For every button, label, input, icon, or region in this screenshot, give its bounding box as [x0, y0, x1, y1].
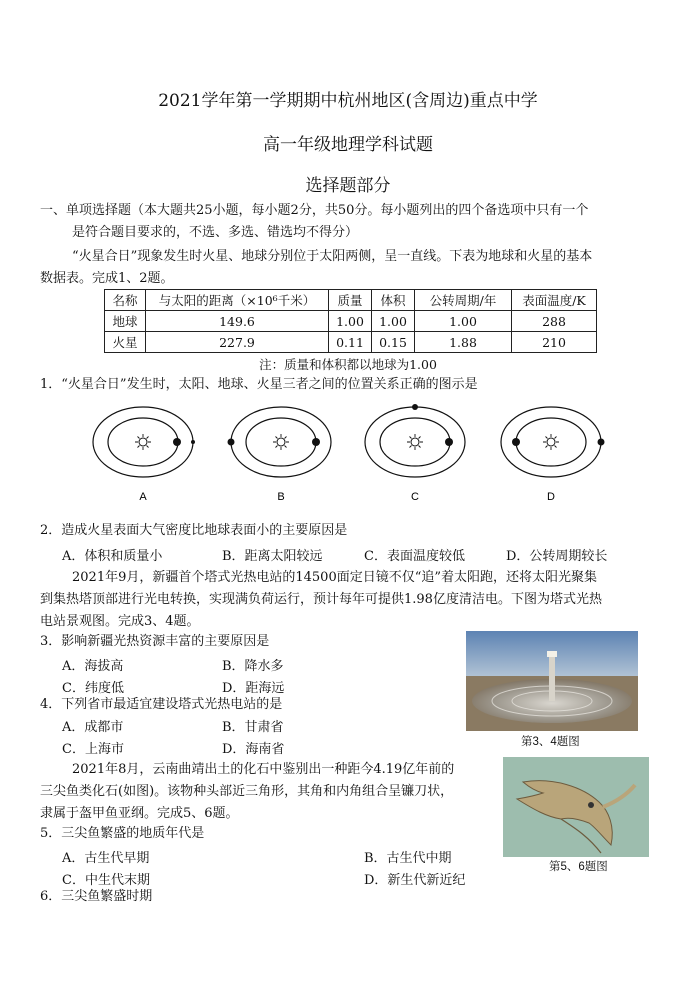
option-label-c: C	[411, 491, 419, 503]
earth-icon	[173, 438, 181, 446]
table-note: 注：质量和体积都以地球为1.00	[259, 357, 437, 372]
earth-icon	[312, 438, 320, 446]
q3-option-a: A．海拔高	[62, 659, 124, 674]
table-cell: 149.6	[146, 311, 329, 332]
q4-stem: 4．下列省市最适宜建设塔式光热电站的是	[40, 697, 283, 712]
table-cell: 0.15	[372, 332, 415, 353]
planet-data-table	[104, 289, 597, 353]
intro2-line3: 电站景观图。完成3、4题。	[40, 614, 200, 629]
table-row	[105, 332, 597, 353]
q2-option-b: B．距离太阳较远	[222, 549, 323, 564]
q4-option-a: A．成都市	[62, 720, 124, 735]
orbit-diagram-c	[365, 404, 465, 503]
q3-option-c: C．纬度低	[62, 681, 124, 696]
q4-option-c: C．上海市	[62, 742, 124, 757]
table-cell: 1.00	[329, 311, 372, 332]
option-label-b: B	[277, 491, 285, 503]
table-header-cell: 表面温度/K	[512, 290, 597, 311]
q5-option-b: B．古生代中期	[364, 851, 452, 866]
table-header-cell: 名称	[105, 290, 146, 311]
sun-icon	[273, 434, 289, 450]
table-cell: 1.88	[415, 332, 512, 353]
fish-fossil-illustration	[503, 757, 649, 857]
orbit-diagram-b	[228, 407, 332, 503]
q3-option-d: D．距海远	[222, 681, 285, 696]
section-instruction-line2: 是符合题目要求的，不选、多选、错选均不得分）	[72, 225, 359, 240]
sun-icon	[135, 434, 151, 450]
earth-icon	[512, 438, 520, 446]
intro1-line2: 数据表。完成1、2题。	[40, 271, 174, 286]
q2-stem: 2．造成火星表面大气密度比地球表面小的主要原因是	[40, 523, 348, 538]
fig34-caption: 第3、4题图	[521, 736, 580, 748]
section-instruction-line1: 一、单项选择题（本大题共25小题，每小题2分，共50分。每小题列出的四个备选项中只有一个	[40, 203, 589, 218]
q4-option-b: B．甘肃省	[222, 720, 284, 735]
section-title: 选择题部分	[305, 176, 391, 196]
sun-icon	[543, 434, 559, 450]
q1-stem: 1．“火星合日”发生时，太阳、地球、火星三者之间的位置关系正确的图示是	[40, 377, 478, 392]
option-label-a: A	[139, 491, 147, 503]
q5-option-a: A．古生代早期	[62, 851, 150, 866]
table-cell: 1.00	[415, 311, 512, 332]
q2-option-a: A．体积和质量小	[62, 549, 163, 564]
mars-icon	[228, 439, 235, 446]
q3-option-b: B．降水多	[222, 659, 284, 674]
mars-icon	[598, 439, 605, 446]
table-cell: 火星	[105, 332, 146, 353]
table-header-row	[105, 290, 597, 311]
q5-option-c: C．中生代末期	[62, 873, 150, 888]
fig56-caption: 第5、6题图	[549, 861, 608, 873]
table-header-cell: 与太阳的距离（×10⁶千米）	[146, 290, 329, 311]
mars-icon	[412, 404, 418, 410]
orbit-diagrams	[85, 400, 625, 508]
intro2-line1: 2021年9月，新疆首个塔式光热电站的14500面定日镜不仅“追”着太阳跑，还将太阳光聚集	[72, 570, 598, 585]
q4-option-d: D．海南省	[222, 742, 285, 757]
table-cell: 地球	[105, 311, 146, 332]
table-cell: 288	[512, 311, 597, 332]
option-label-d: D	[547, 491, 555, 503]
q5-stem: 5．三尖鱼繁盛的地质年代是	[40, 826, 205, 841]
intro3-line2: 三尖鱼类化石(如图)。该物种头部近三角形，其角和内角组合呈镰刀状，	[40, 784, 454, 799]
table-row	[105, 311, 597, 332]
intro2-line2: 到集热塔顶部进行光电转换，实现满负荷运行，预计每年可提供1.98亿度清洁电。下图为塔式光热	[40, 592, 602, 607]
table-header-cell: 公转周期/年	[415, 290, 512, 311]
intro3-line1: 2021年8月，云南曲靖出土的化石中鉴别出一种距今4.19亿年前的	[72, 762, 455, 777]
intro1-line1: “火星合日”现象发生时火星、地球分别位于太阳两侧，呈一直线。下表为地球和火星的基本	[72, 249, 593, 264]
q2-option-c: C．表面温度较低	[364, 549, 465, 564]
mars-icon	[191, 440, 195, 444]
table-header-cell: 体积	[372, 290, 415, 311]
q3-stem: 3．影响新疆光热资源丰富的主要原因是	[40, 634, 270, 649]
earth-icon	[445, 438, 453, 446]
intro3-line3: 隶属于盔甲鱼亚纲。完成5、6题。	[40, 806, 239, 821]
table-header-cell: 质量	[329, 290, 372, 311]
sun-icon	[407, 434, 423, 450]
exam-subtitle: 高一年级地理学科试题	[263, 135, 433, 155]
q6-stem: 6．三尖鱼繁盛时期	[40, 889, 153, 904]
exam-title: 2021学年第一学期期中杭州地区(含周边)重点中学	[158, 91, 538, 111]
table-cell: 210	[512, 332, 597, 353]
q5-option-d: D．新生代新近纪	[364, 873, 466, 888]
orbit-diagram-d	[501, 407, 605, 503]
orbit-diagram-a	[93, 407, 195, 503]
q2-option-d: D．公转周期较长	[506, 549, 608, 564]
table-cell: 1.00	[372, 311, 415, 332]
table-cell: 0.11	[329, 332, 372, 353]
table-cell: 227.9	[146, 332, 329, 353]
solar-tower-photo	[466, 631, 638, 731]
